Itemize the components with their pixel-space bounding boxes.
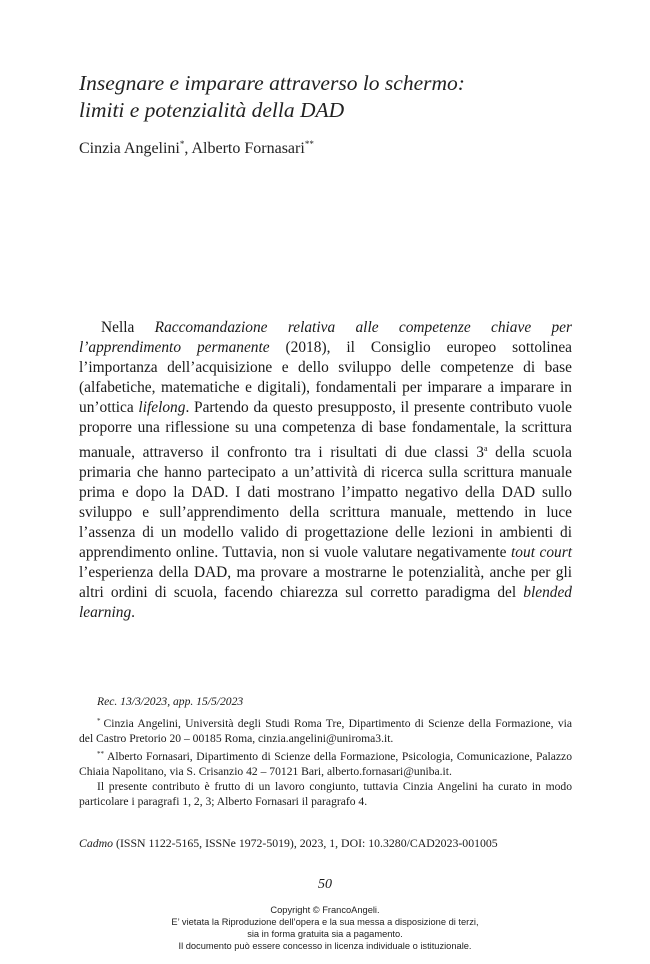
footnote-3: [79, 779, 572, 810]
copyright-line: sia in forma gratuita sia a pagamento.: [247, 929, 403, 939]
copyright-notice: [0, 904, 650, 952]
article-title: [79, 70, 579, 124]
author-name: Alberto Fornasari: [191, 140, 305, 157]
abstract-italic: blended learning: [79, 584, 572, 622]
footnote-text: Alberto Fornasari, Dipartimento di Scienze della Formazione, Psicologia, Comunicazione, Palazzo Chiaia Napolitano, via S. Crisanzio 42 – 70121 Bari, alberto.fornasari@uniba.it.: [79, 749, 572, 778]
footnote-marker: **: [97, 749, 104, 758]
page-number: 50: [318, 877, 332, 892]
journal-citation: [79, 836, 498, 851]
author-separator: ,: [184, 140, 192, 157]
abstract-text: .: [131, 604, 136, 622]
journal-name: Cadmo: [79, 836, 114, 850]
footnote-text: Cinzia Angelini, Università degli Studi Roma Tre, Dipartimento di Scienze della Formazione, via del Castro Pretorio 20 – 00185 Roma, cinzia.angelini@uniroma3.it.: [79, 717, 572, 746]
copyright-line: Copyright © FrancoAngeli.: [270, 905, 380, 915]
ordinal-superscript: a: [483, 443, 488, 453]
citation-details: (ISSN 1122-5165, ISSNe 1972-5019), 2023, 1, DOI: 10.3280/CAD2023-001005: [113, 836, 498, 850]
footnote-marker: *: [97, 717, 101, 725]
abstract-italic: tout court: [511, 544, 572, 562]
abstract-text: Nella: [101, 319, 155, 336]
footnote-marker: **: [304, 139, 314, 149]
author-name: Cinzia Angelini: [79, 140, 180, 157]
abstract-text: (2018), il Consiglio europeo sottolinea l’importanza dell’acquisizione e dello sviluppo delle competenze di base (alfabetiche, matematiche e digitali), fondamentali per imparare a imparare in un’ottica: [79, 339, 572, 417]
footnote-2: [79, 747, 572, 780]
abstract-italic: lifelong: [138, 399, 186, 417]
title-line-1: Insegnare e imparare attraverso lo schermo:: [79, 71, 465, 95]
copyright-line: E’ vietata la Riproduzione dell’opera e la sua messa a disposizione di terzi,: [171, 917, 479, 927]
abstract-text: della scuola primaria che hanno partecipato a un’attività di ricerca sulla scrittura manuale prima e dopo la DAD. I dati mostrano l’impatto negativo della DAD sullo sviluppo e sull’apprendimento della scrittura manuale, mettendo in luce l’assenza di un modello valido di progettazione delle lezioni in ambienti di apprendimento online. Tuttavia, non si vuole valutare negativamente: [79, 443, 572, 562]
abstract-text: . Partendo da questo presupposto, il presente contributo vuole proporre una riflessione su una competenza di base fondamentale, la scrittura manuale, attraverso il confronto tra i risultati di due classi 3: [79, 399, 572, 461]
abstract: [79, 318, 572, 624]
author-list: [79, 139, 314, 158]
footnote-marker: *: [179, 139, 185, 149]
footnote-1: [79, 714, 572, 747]
abstract-italic: Raccomandazione relativa alle competenze chiave per l’apprendimento permanente: [79, 319, 572, 357]
title-line-2: limiti e potenzialità della DAD: [79, 98, 345, 122]
abstract-text: l’esperienza della DAD, ma provare a mostrarne le potenzialità, anche per gli altri ordini di scuola, facendo chiarezza sul corretto paradigma del: [79, 564, 572, 602]
footnotes: [79, 714, 572, 810]
copyright-line: Il documento può essere concesso in licenza individuale o istituzionale.: [178, 941, 472, 951]
received-date: Rec. 13/3/2023, app. 15/5/2023: [97, 695, 244, 708]
footnote-text: Il presente contributo è frutto di un lavoro congiunto, tuttavia Cinzia Angelini ha curato in modo particolare i paragrafi 1, 2, 3; Alberto Fornasari il paragrafo 4.: [79, 780, 572, 809]
